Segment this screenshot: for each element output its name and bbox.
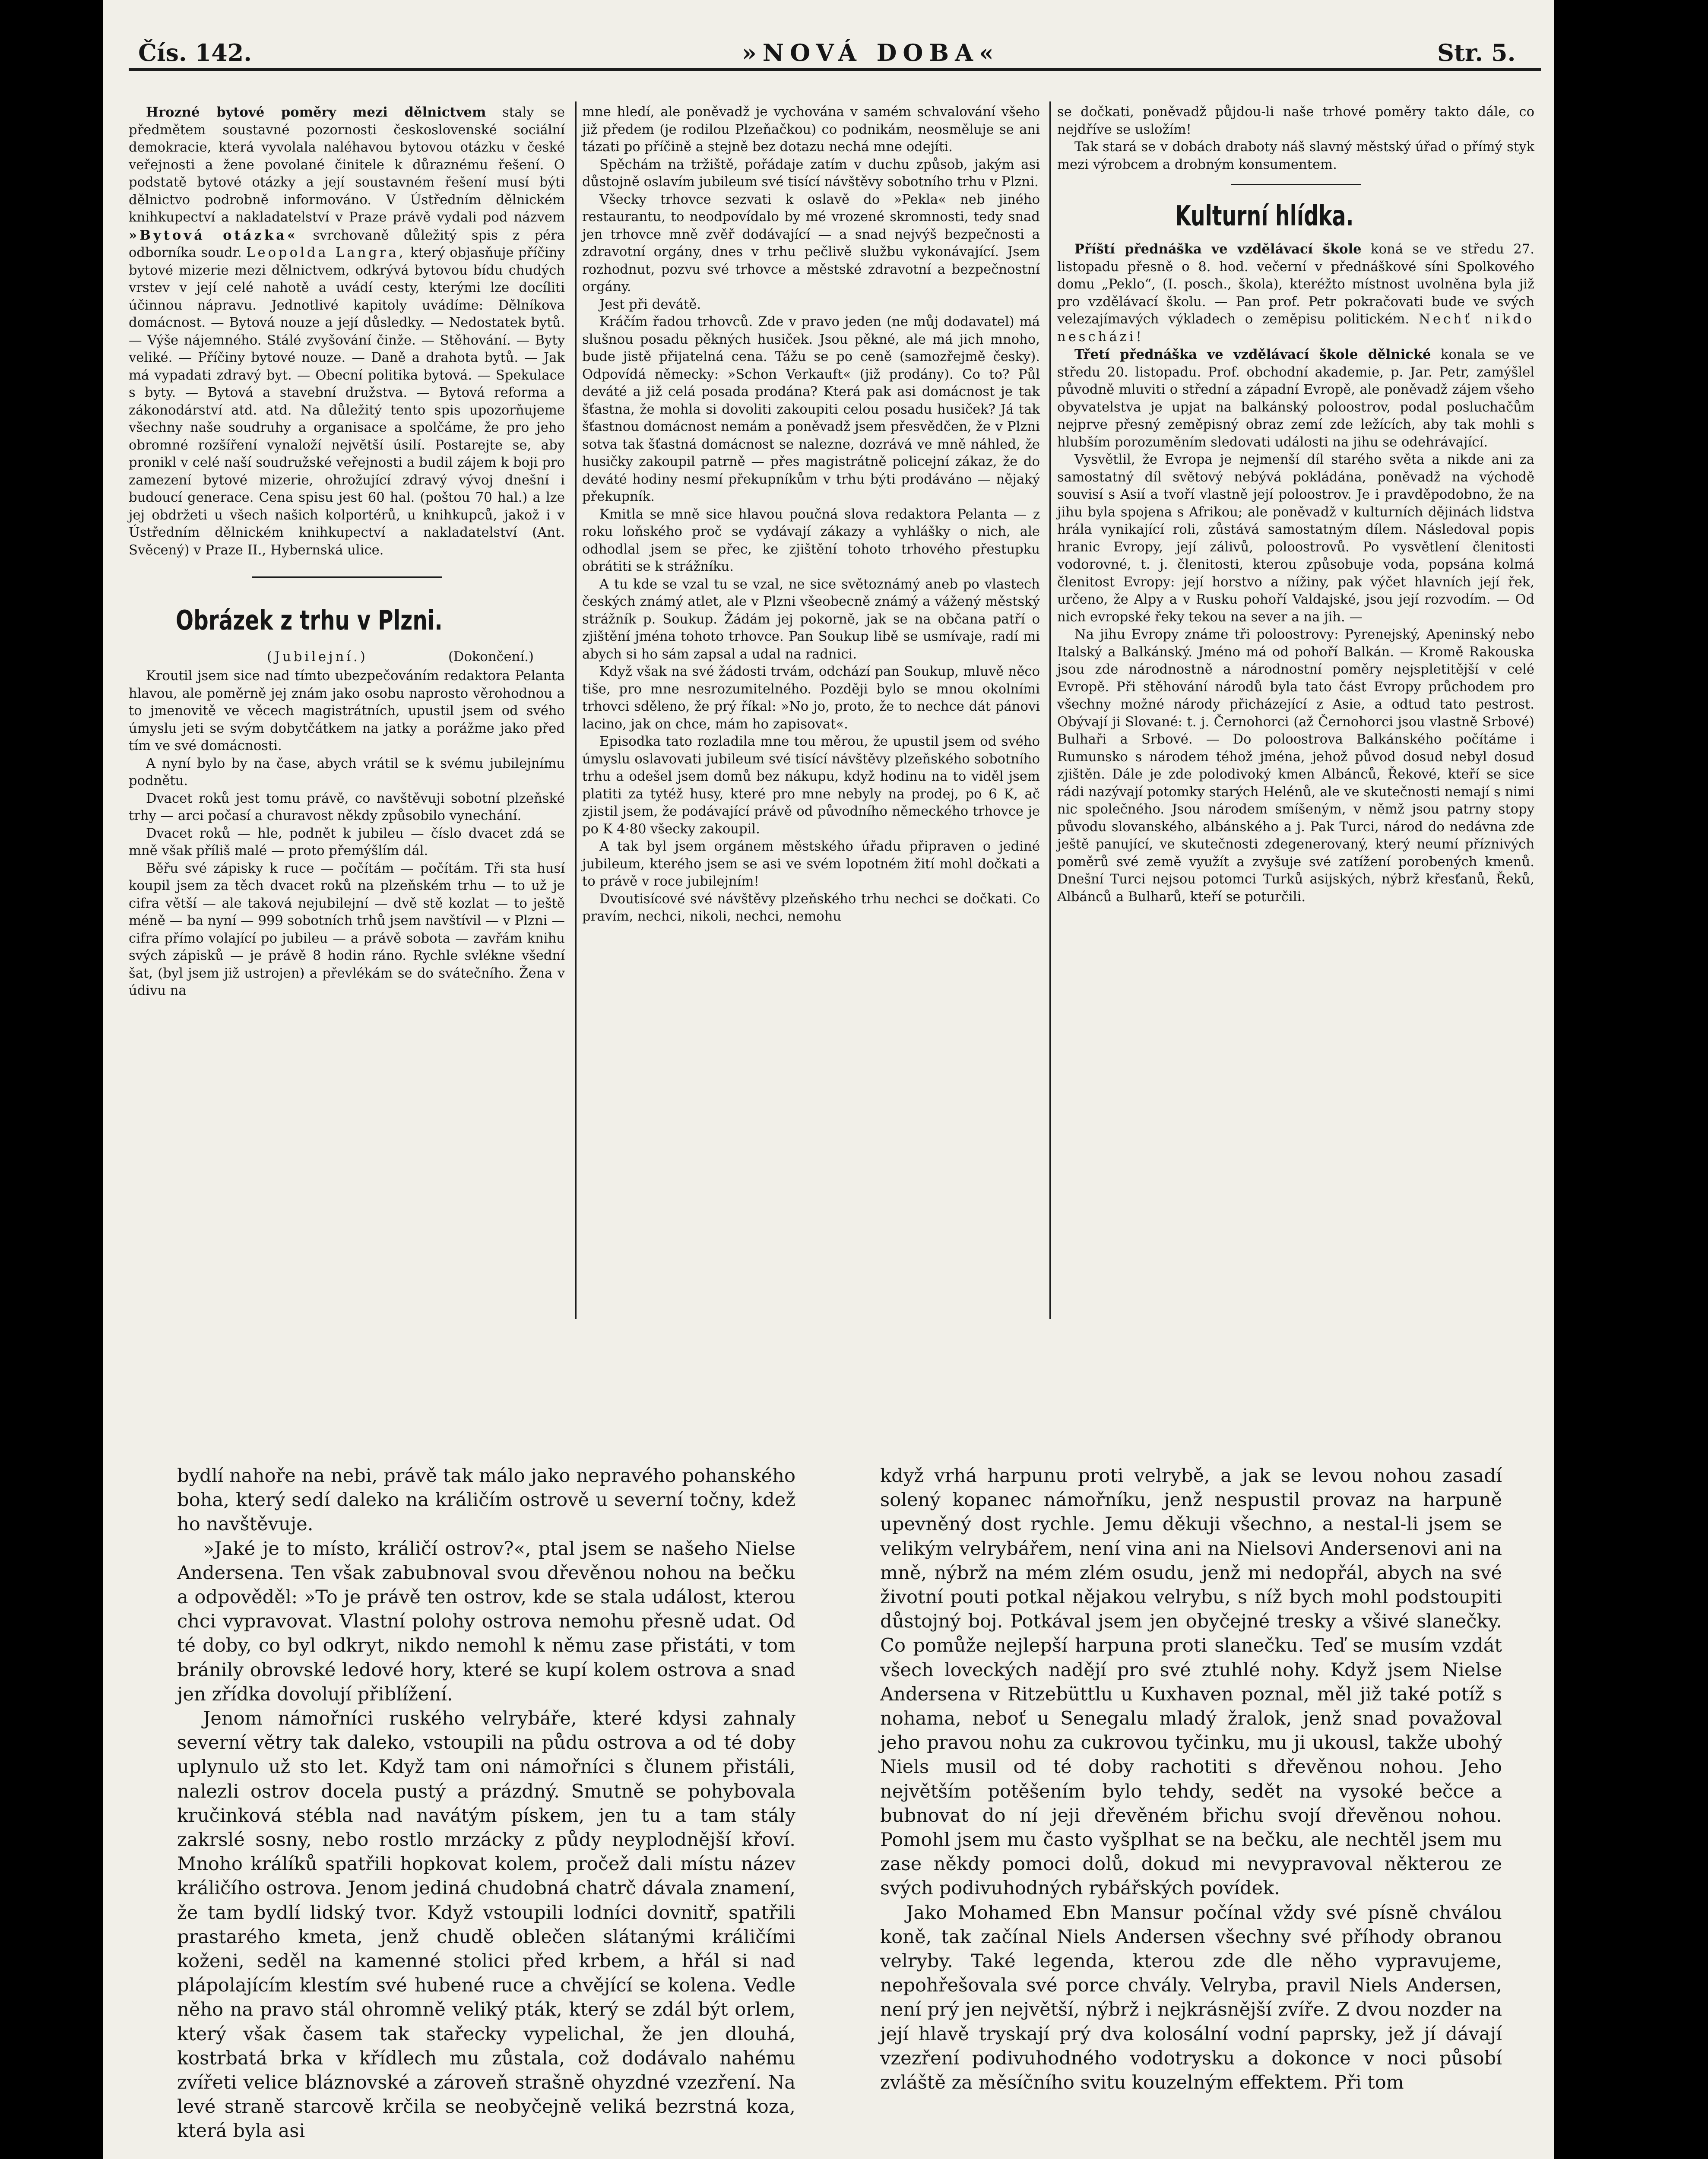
book-title: »Bytová otázka« bbox=[129, 227, 298, 243]
housing-notice: Hrozné bytové poměry mezi dělnictvem staly se předmětem soustavné pozornosti československé sociální demokracie, která vyvolala naléhavou bytovou otázku v české veřejnosti a žene povolané činitele k důraznému řešení. O podstatě bytové otázky a její soustavném řešení musí býti dělnictvo podrobně informováno. V Ústředním dělnickém knihkupectví a nakladatelství v Praze právě vydali pod názvem »Bytová otázka« svrchovaně důležitý spis z péra odborníka soudr. Leopolda Langra, který objasňuje příčiny bytové mizerie mezi dělnictvem, odkrývá bytovou bídu chudých vrstev v její celé nahotě a uvádí cesty, kterými lze docíliti účinnou nápravu. Jednotlivé kapitoly uvádíme: Dělníkova domácnost. — Bytová nouze a její důsledky. — Nedostatek bytů. — Výše nájemného. Stálé zvyšování činže. — Stěhování. — Byty veliké. — Příčiny bytové nouze. — Daně a drahota bytů. — Jak má vypadati zdravý byt. — Obecní politika bytová. — Spekulace s byty. — Bytová a stavební družstva. — Bytová reforma a zákonodárství atd. atd. Na důležitý tento spis upozorňujeme všechny naše soudruhy a organisace a spolčáme, že pro jeho obromné rozšíření vynaloží největší úsilí. Postarejte se, aby pronikl v celé naší soudružské veřejnosti a budil zájem k boji pro zamezení bytové mizerie, ohrožující zdravý vývoj dnešní i budoucí generace. Cena spisu jest 60 hal. (poštou 70 hal.) a lze jej obdržeti u všech našich kolportérů, u knihkupců, jakož i v Ústředním dělnickém knihkupectví a nakladatelství (Ant. Svěcený) v Praze II., Hybernská ulice. bbox=[129, 104, 565, 558]
section-divider bbox=[1231, 184, 1361, 185]
paragraph: Na jihu Evropy známe tři poloostrovy: Pyrenejský, Apeninský nebo Italský a Balkánský. Jméno má od pohoří Balkán. — Kromě Rakouska jsou zde národnostně a národnostní poměry nejspletitější v celé Evropě. Při stěhování národů byla tato část Evropy průchodem pro všechny možné národy přicházející z Asie, a odtud tato pestrost. Obývají ji Slované: t. j. Černohorci (až Černohorci jsou vlastně Srbové) Bulhaři a Srbové. — Do poloostrova Balkánského počítáme i Rumunsko s národem téhož jména, jehož původ dosud nebyl dosud zjištěn. Dále je zde polodivoký kmen Albánců, Řekové, kteří se sice rádi nazývají potomky starých Helénů, ale ve skutečnosti nemají s nimi nic společného. Jsou národem smíšeným, v němž jsou patrny stopy původu slovanského, albánského a j. Pak Turci, národ do nedávna zde ještě panující, ve skutečnosti zdegenerovaný, který neumí příznivých poměrů své země využít a zvyšuje své zatížení porobených kmenů. Dnešní Turci nejsou potomci Turků asijských, nýbrž křesťanů, Řeků, Albánců a Bulharů, kteří se poturčili. bbox=[1057, 627, 1534, 905]
subheading-conclusion: (Dokončení.) bbox=[448, 649, 534, 665]
paragraph: Běřu své zápisky k ruce — počítám — počítám. Tři sta husí koupil jsem za těch dvacet roků na plzeňském trhu — to už je cifra větší — ale taková nejubilejní — dvě stě kozlat — to ještě méně — ba nyní — 999 sobotních trhů jsem navštívil — v Plzni — cifra přímo volající po jubileu — a právě sobota — zavřám knihu svých zápisků — je právě 8 hodin ráno. Rychle svlékne všední šat, (byl jsem již ustrojen) a převlékám se do svátečního. Žena v údivu na bbox=[129, 861, 565, 998]
paragraph: Kmitla se mně sice hlavou poučná slova redaktora Pelanta — z roku loňského proč se vydávají zákazy a vyhlášky o nich, ale odhodlal jsem se přec, ke zjištění tohoto trhového přestupku obrátiti se k strážníku. bbox=[582, 507, 1040, 574]
column-divider bbox=[1049, 101, 1051, 1319]
paragraph: se dočkati, poněvadž půjdou-li naše trhové poměry takto dále, co nejdříve se usložím! bbox=[1057, 104, 1534, 137]
newspaper-page bbox=[103, 0, 1554, 2159]
paragraph: Episodka tato rozladila mne tou měrou, že upustil jsem od svého úmyslu oslavovati jubileum své tisící návštěvy plzeňského sobotního trhu a odešel jsem domů bez nákupu, když hodinu na to viděl jsem platiti za tytéž husy, které pro mne nebyly na prodej, po 6 K, ač zjistil jsem, že podávající právě od původního německého trhovce je po K 4·80 všecky zakoupil. bbox=[582, 734, 1040, 837]
paragraph: když vrhá harpunu proti velrybě, a jak se levou nohou zasadí solený kopanec námořníku, jenž nespustil provaz na harpuně upevněný dost rychle. Jemu děkuji všechno, a nestal-li jsem se velikým velrybářem, není vina ani na Nielsovi Andersenovi ani na mně, nýbrž na mém zlém osudu, jenž mi nedopřál, abych na své životní pouti potkal nějakou velrybu, s níž bych mohl podstoupiti důstojný boj. Potkával jsem jen obyčejné tresky a všivé slanečky. Co pomůže nejlepší harpuna proti slanečku. Teď se musím vzdát všech loveckých nadějí pro své ztuhlé nohy. Když jsem Nielse Andersena v Ritzebüttlu u Kuxhaven poznal, měl již také potíž s nohama, neboť u Senegalu mladý žralok, jenž snad považoval jeho pravou nohu za cukrovou tyčinku, mu ji ukousl, takže ubohý Niels musil od té doby rachotiti s dřevěnou nohou. Jeho největším potěšením bylo tehdy, sedět na vysoké bečce a bubnovat do ní jeji dřevěném břichu svojí dřevěnou nohou. Pomohl jsem mu často vyšplhat se na bečku, ale nechtěl jsem mu zase někdy pomoci dolů, dokud mi nevypravoval některou ze svých podivuhodných rybářských povídek. bbox=[880, 1465, 1502, 1899]
masthead-title: »NOVÁ DOBA« bbox=[742, 39, 1000, 66]
section-divider bbox=[252, 576, 442, 578]
subheading-jubilee: (Jubilejní.) bbox=[267, 649, 368, 665]
paragraph: Dvacet roků — hle, podnět k jubileu — číslo dvacet zdá se mně však příliš malé — proto přemýšlím dál. bbox=[129, 826, 565, 858]
column-1 bbox=[129, 104, 565, 1000]
column-2 bbox=[582, 104, 1040, 926]
paragraph: »Jaké je to místo, králičí ostrov?«, ptal jsem se našeho Nielse Andersena. Ten však zabubnoval svou dřevěnou nohou na bečku a odpověděl: »To je právě ten ostrov, kde se stala událost, kterou chci vypravovat. Vlastní polohy ostrova nemohu přesně udat. Od té doby, co byl odkryt, nikdo nemohl k němu zase přistáti, v tom bránily obrovské ledové hory, které se kupí kolem ostrova a snad jen zřídka dovolují přiblížení. bbox=[177, 1538, 795, 1705]
bottom-right-column bbox=[880, 1464, 1502, 2095]
paragraph: Dvacet roků jest tomu právě, co navštěvuji sobotní plzeňské trhy — arci počasí a churavost někdy způsobilo vynechání. bbox=[129, 791, 565, 823]
paragraph: A tak byl jsem orgánem městského úřadu připraven o jediné jubileum, kterého jsem se asi ve svém lopotném žití mohl dočkati a to právě v roce jubilejním! bbox=[582, 839, 1040, 889]
paragraph: mne hledí, ale poněvadž je vychována v samém schvalování všeho již předem (je rodilou Plzeňačkou) co podnikám, neosměluje se ani tázati po příčině a stejně bez dotazu nechá mne odejíti. bbox=[582, 104, 1040, 155]
lead-phrase: Příští přednáška ve vzdělávací škole bbox=[1074, 241, 1362, 257]
lead-phrase: Hrozné bytové poměry mezi dělnictvem bbox=[146, 104, 486, 120]
paragraph: Vysvětlil, že Evropa je nejmenší díl starého světa a nikde ani za samostatný díl světový nebývá pokládána, poněvadž na východě souvisí s Asií a tvoří vlastně její poloostrov. Je i pravděpodobno, že na jihu byla spojena s Afrikou; ale poněvadž v kulturních dějinách lidstva hrála vynikající roli, zůstává samostatným dílem. Následoval popis hranic Evropy, její zálivů, poloostrovů. Po vysvětlení členitosti vodorovné, t. j. členitosti, kterou způsobuje voda, popsána kolmá členitost Evropy: její horstvo a nížiny, pak výčet hlavních její řek, určeno, že Alpy a v Rusku pohoří Valdajské, jsou její rozvodím. — Od nich evropské řeky tekou na sever a na jih. — bbox=[1057, 452, 1534, 625]
header-rule bbox=[129, 68, 1541, 71]
paragraph: Když však na své žádosti trvám, odchází pan Soukup, mluvě něco tiše, pro mne nesrozumitelného. Později bylo se mnou okolními trhovci sděleno, že prý říkal: »No jo, proto, že to nechce dát pánovi lacino, jak on chce, mám ho zapisovat«. bbox=[582, 664, 1040, 732]
issue-number: Čís. 142. bbox=[138, 39, 252, 66]
lecture-report: Třetí přednáška ve vzdělávací škole dělnické konala se ve středu 20. listopadu. Prof. obchodní akademie, p. Jar. Petr, zamýšlel původně mluviti o střední a západní Evropě, ale poněvadž zájem všeho obyvatelstva je upjat na balkánský poloostrov, podal posluchačům nejprve přesný zeměpisný obraz zemí zde ležících, aby tak mohli s hlubším porozuměním sledovati události na jihu se odehrávající. bbox=[1057, 347, 1534, 450]
section-heading: Kulturní hlídka. bbox=[1175, 200, 1354, 232]
paragraph: A nyní bylo by na čase, abych vrátil se k svému jubilejnímu podnětu. bbox=[129, 756, 565, 788]
paragraph: Dvoutisícové své návštěvy plzeňského trhu nechci se dočkati. Co pravím, nechci, nikoli, nechci, nemohu bbox=[582, 891, 1040, 924]
paragraph: Tak stará se v dobách draboty náš slavný městský úřad o přímý styk mezi výrobcem a drobným konsumentem. bbox=[1057, 139, 1534, 172]
paragraph: bydlí nahoře na nebi, právě tak málo jako nepravého pohanského boha, který sedí daleko na králičím ostrově u severní točny, kdež ho navštěvuje. bbox=[177, 1465, 795, 1535]
lecture-notice: Příští přednáška ve vzdělávací škole koná se ve středu 27. listopadu přesně o 8. hod. večerní v přednáškové síni Spolkového domu „Peklo“, (I. posch., škola), kteréžto místnost uvolněna byla již pro vzdělávací školu. — Pan prof. Petr pokračovati bude ve svých velezajímavých výkladech o zeměpisu politickém. Nechť nikdo nescházi! bbox=[1057, 241, 1534, 345]
closing-call: Nechť nikdo nescházi! bbox=[1057, 312, 1534, 345]
paragraph: A tu kde se vzal tu se vzal, ne sice světoznámý aneb po vlastech českých známý atlet, ale v Plzni všeobecně známý a vážený městský strážník p. Soukup. Žádám jej pokorně, jak se na občana patří o zjištění jména tohoto trhovce. Pan Soukup libě se usmívaje, radí mi abych si ho sám zapsal a udal na radnici. bbox=[582, 576, 1040, 662]
paragraph: Kroutil jsem sice nad tímto ubezpečováním redaktora Pelanta hlavou, ale poměrně jej znám jako osobu naprosto věrohodnou a to jmenovitě ve věcech magistrátních, upustil jsem od svého úmyslu jeti se svým dobytčátkem na jatky a porážme jako před tím ve své domácnosti. bbox=[129, 668, 565, 753]
paragraph: Jenom námořníci ruského velrybáře, které kdysi zahnaly severní větry tak daleko, vstoupili na půdu ostrova a od té doby uplynulo už sto let. Když tam oni námořníci s člunem přistáli, nalezli ostrov docela pustý a prázdný. Smutně se pohybovala kručinková stébla nad navátým pískem, jen tu a tam stály zakrslé sosny, nebo rostlo mrzácky z půdy neyplodnější křoví. Mnoho králíků spatřili hopkovat kolem, pročež dali místu název králičího ostrova. Jenom jediná chudobná chatrč dávala znamení, že tam bydlí lidský tvor. Když vstoupili lodníci dovnitř, spatřili prastarého kmeta, jenž chudě oblečen slátanými králičími koženi, seděl na kamenné stolici před krbem, a hřál si nad plápolajícím klestím své hubené ruce a chvějící se kolena. Vedle něho na pravo stál ohromně veliký pták, který se zdál být orlem, který však časem tak stařecky vypelichal, že jen dlouhá, kostrbatá brka v křídlech mu zůstala, což dodávalo nahému zvířeti velice bláznovské a zároveň strašně ohyzdné vzezření. Na levé straně starcově krčila se neobyčejně veliká bezrstná koza, která byla asi bbox=[177, 1708, 795, 2142]
page-number: Str. 5. bbox=[1437, 39, 1516, 66]
lead-phrase: Třetí přednáška ve vzdělávací škole dělnické bbox=[1074, 347, 1431, 362]
bottom-left-column bbox=[177, 1464, 795, 2143]
paragraph: Jest při devátě. bbox=[599, 297, 701, 312]
paragraph: Všecky trhovce sezvati k oslavě do »Pekla« neb jiného restaurantu, to neodpovídalo by mé vrozené skromnosti, tedy snad jen trhovce mně zvěř dodávající — a snad nejvýš bezpečnosti a zdravotní orgány, dnes v trhu pečlivě službu vykonávající. Jsem rozhodnut, pozvu své trhovce a městské zdravotní a bezpečnostní orgány. bbox=[582, 192, 1040, 294]
paragraph: Spěchám na tržiště, pořádaje zatím v duchu způsob, jakým asi důstojně oslavím jubileum své tisící návštěvy sobotního trhu v Plzni. bbox=[582, 157, 1040, 190]
paragraph: Kráčím řadou trhovců. Zde v pravo jeden (ne můj dodavatel) má slušnou posadu pěkných husiček. Jsou pěkné, ale má jich mnoho, bude jistě přijatelná cena. Tážu se po ceně (samozřejmě česky). Odpovídá německy: »Schon Verkauft« (již prodány). Co to? Půl deváté a již celá posada prodána? Která pak asi domácnost je tak šťastna, že mohla si dovoliti zakoupiti celou posadu husiček? Já tak šťastnou domácnost nemám a poněvadž jsem přesvědčen, že v Plzni sotva tak šťastná domácnost se nalezne, dozrává ve mně náhled, že husičky zakoupil patrně — přes magistrátně policejní zákaz, že do deváté hodiny nesmí překupníkům v trhu býti prodáváno — nějaký překupník. bbox=[582, 314, 1040, 504]
author-name: Leopolda Langra, bbox=[246, 245, 406, 260]
column-divider bbox=[575, 101, 577, 1319]
paragraph: Jako Mohamed Ebn Mansur počínal vždy své písně chválou koně, tak začínal Niels Andersen všechny své příhody obranou velryby. Také legenda, kterou zde dle něho vypravujeme, nepohřešovala své porce chvály. Velryba, pravil Niels Andersen, není prý jen největší, nýbrž i nejkrásnější zvíře. Z dvou nozder na její hlavě tryskají prý dva kolosální vodní paprsky, jež jí dávají vzezření podivuhodného vodotrysku a dokonce v noci působí zvláště za měsíčního svitu kouzelným effektem. Při tom bbox=[880, 1902, 1502, 2094]
column-3 bbox=[1057, 104, 1534, 906]
article-heading: Obrázek z trhu v Plzni. bbox=[176, 605, 443, 636]
